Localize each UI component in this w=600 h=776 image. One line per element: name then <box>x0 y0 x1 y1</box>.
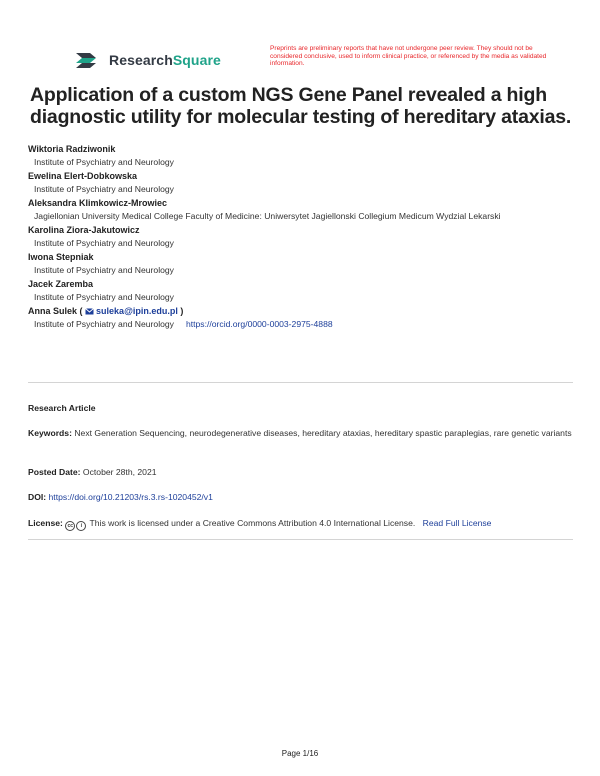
article-type: Research Article <box>28 403 96 413</box>
posted-date <box>28 466 573 479</box>
author-entry <box>28 169 573 196</box>
author-affiliation: Institute of Psychiatry and Neurology <box>34 319 174 329</box>
license-text: This work is licensed under a Creative Commons Attribution 4.0 International License. <box>89 518 416 528</box>
keywords <box>28 427 573 440</box>
author-affiliation: Institute of Psychiatry and Neurology <box>34 157 174 167</box>
author-affiliation: Institute of Psychiatry and Neurology <box>34 292 174 302</box>
license-label: License: <box>28 518 63 528</box>
author-entry <box>28 250 573 277</box>
page-number: Page 1/16 <box>281 749 319 758</box>
keywords-label: Keywords: <box>28 428 72 438</box>
doi <box>28 491 573 504</box>
author-entry <box>28 196 573 223</box>
author-email: suleka@ipin.edu.pl <box>96 306 178 316</box>
author-name: Karolina Ziora-Jakutowicz <box>28 225 140 235</box>
corresponding-author-affiliation-line <box>28 318 573 331</box>
author-list <box>28 142 573 331</box>
author-entry <box>28 142 573 169</box>
header <box>74 44 547 74</box>
posted-date-label: Posted Date: <box>28 467 81 477</box>
author-affiliation: Institute of Psychiatry and Neurology <box>34 265 174 275</box>
divider-top <box>28 382 573 383</box>
author-affiliation: Jagiellonian University Medical College Faculty of Medicine: Uniwersytet Jagiellonski Collegium Medicum Wydzial Lekarski <box>34 211 501 221</box>
logo-word-square: Square <box>172 52 221 68</box>
author-name: Ewelina Elert-Dobkowska <box>28 171 138 181</box>
posted-date-value: October 28th, 2021 <box>82 467 157 477</box>
corresponding-author-line: Anna Sulek ( suleka@ipin.edu.pl ) <box>28 306 184 316</box>
author-name: Iwona Stepniak <box>28 252 94 262</box>
author-name: Wiktoria Radziwonik <box>28 144 116 154</box>
doi-label: DOI: <box>28 492 47 502</box>
read-full-license-link[interactable]: Read Full License <box>422 518 492 528</box>
doi-link[interactable]: https://doi.org/10.21203/rs.3.rs-1020452/v1 <box>48 492 213 502</box>
preprint-notice: Preprints are preliminary reports that have not undergone peer review. They should not be considered conclusive, used to inform clinical practice, or referenced by the media as validated information. <box>270 45 547 68</box>
author-name: Aleksandra Klimkowicz-Mrowiec <box>28 198 168 208</box>
research-square-logo[interactable] <box>74 48 221 72</box>
logo-word-research: Research <box>109 52 173 68</box>
cc-icon: cc <box>65 521 75 531</box>
author-email-link[interactable] <box>85 306 178 316</box>
envelope-icon <box>85 308 94 315</box>
attribution-icon: i <box>76 521 86 531</box>
orcid-link[interactable]: https://orcid.org/0000-0003-2975-4888 <box>185 319 333 329</box>
research-square-logo-icon <box>74 48 104 72</box>
author-affiliation: Institute of Psychiatry and Neurology <box>34 184 174 194</box>
divider-bottom <box>28 539 573 540</box>
keywords-value: Next Generation Sequencing, neurodegenerative diseases, hereditary ataxias, hereditary spastic paraplegias, rare genetic variants <box>74 428 572 438</box>
corresponding-author-name: Anna Sulek <box>28 306 78 316</box>
license <box>28 517 573 531</box>
author-affiliation: Institute of Psychiatry and Neurology <box>34 238 174 248</box>
author-entry <box>28 277 573 304</box>
author-entry <box>28 223 573 250</box>
corresponding-author-entry <box>28 304 573 331</box>
logo-text <box>109 52 221 68</box>
paper-title: Application of a custom NGS Gene Panel revealed a high diagnostic utility for molecular testing of hereditary ataxias. <box>30 84 572 128</box>
author-name: Jacek Zaremba <box>28 279 94 289</box>
